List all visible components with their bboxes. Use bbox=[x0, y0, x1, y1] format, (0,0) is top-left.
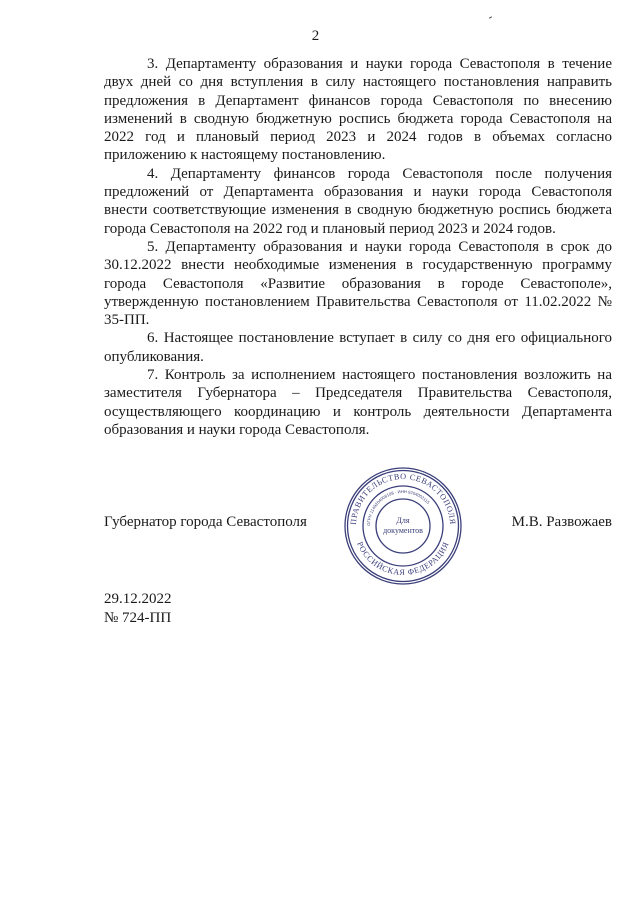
document-meta bbox=[104, 590, 172, 627]
paragraph-item-5: 5. Департаменту образования и науки города Севастополя в срок до 30.12.2022 внести необходимые изменения в государственную программу города Севастополя «Развитие образования в городе Севастополе», утвержденную постановлением Правительства Севастополя от 11.02.2022 № 35-ПП. bbox=[104, 238, 612, 329]
document-date: 29.12.2022 bbox=[104, 591, 172, 607]
document-number: № 724-ПП bbox=[104, 609, 172, 626]
seal-center-line1: Для bbox=[396, 516, 410, 525]
signatory-title: Губернатор города Севастополя bbox=[104, 514, 307, 530]
document-body bbox=[104, 55, 612, 439]
paragraph-item-6: 6. Настоящее постановление вступает в силу со дня его официального опубликования. bbox=[104, 330, 612, 365]
paragraph-item-4: 4. Департаменту финансов города Севастополя после получения предложений от Департамента образования и науки города Севастополя внести соответствующие изменения в сводную бюджетную роспись бюджета города Севастополя на 2022 год и плановый период 2023 и 2024 годов. bbox=[104, 165, 612, 237]
seal-bottom-text: РОССИЙСКАЯ ФЕДЕРАЦИЯ bbox=[355, 540, 451, 578]
paragraph-item-7: 7. Контроль за исполнением настоящего постановления возложить на заместителя Губернатора – Председателя Правительства Севастополя, осуществляющего координацию и контроль деятельности Департамента образования и науки города Севастополя. bbox=[104, 367, 612, 438]
paragraph-item-3: 3. Департаменту образования и науки города Севастополя в течение двух дней со дня вступления в силу настоящего постановления направить предложения в Департамент финансов города Севастополя по внесению изменений в сводную бюджетную роспись бюджета города Севастополя на 2022 год и плановый период 2023 и 2024 годов в объемах согласно приложению к настоящему постановлению. bbox=[104, 56, 612, 164]
signatory-name: М.В. Развожаев bbox=[511, 514, 612, 530]
seal-outer-text: ПРАВИТЕЛЬСТВО СЕВАСТОПОЛЯ bbox=[348, 471, 458, 526]
scan-speck bbox=[489, 16, 492, 18]
page-number: 2 bbox=[311, 28, 320, 44]
official-seal bbox=[342, 465, 464, 587]
seal-inner-ring-text: ОГРН 1149204008198 · ИНН 9204002115 bbox=[365, 488, 431, 527]
seal-center-line2: документов bbox=[383, 526, 423, 535]
